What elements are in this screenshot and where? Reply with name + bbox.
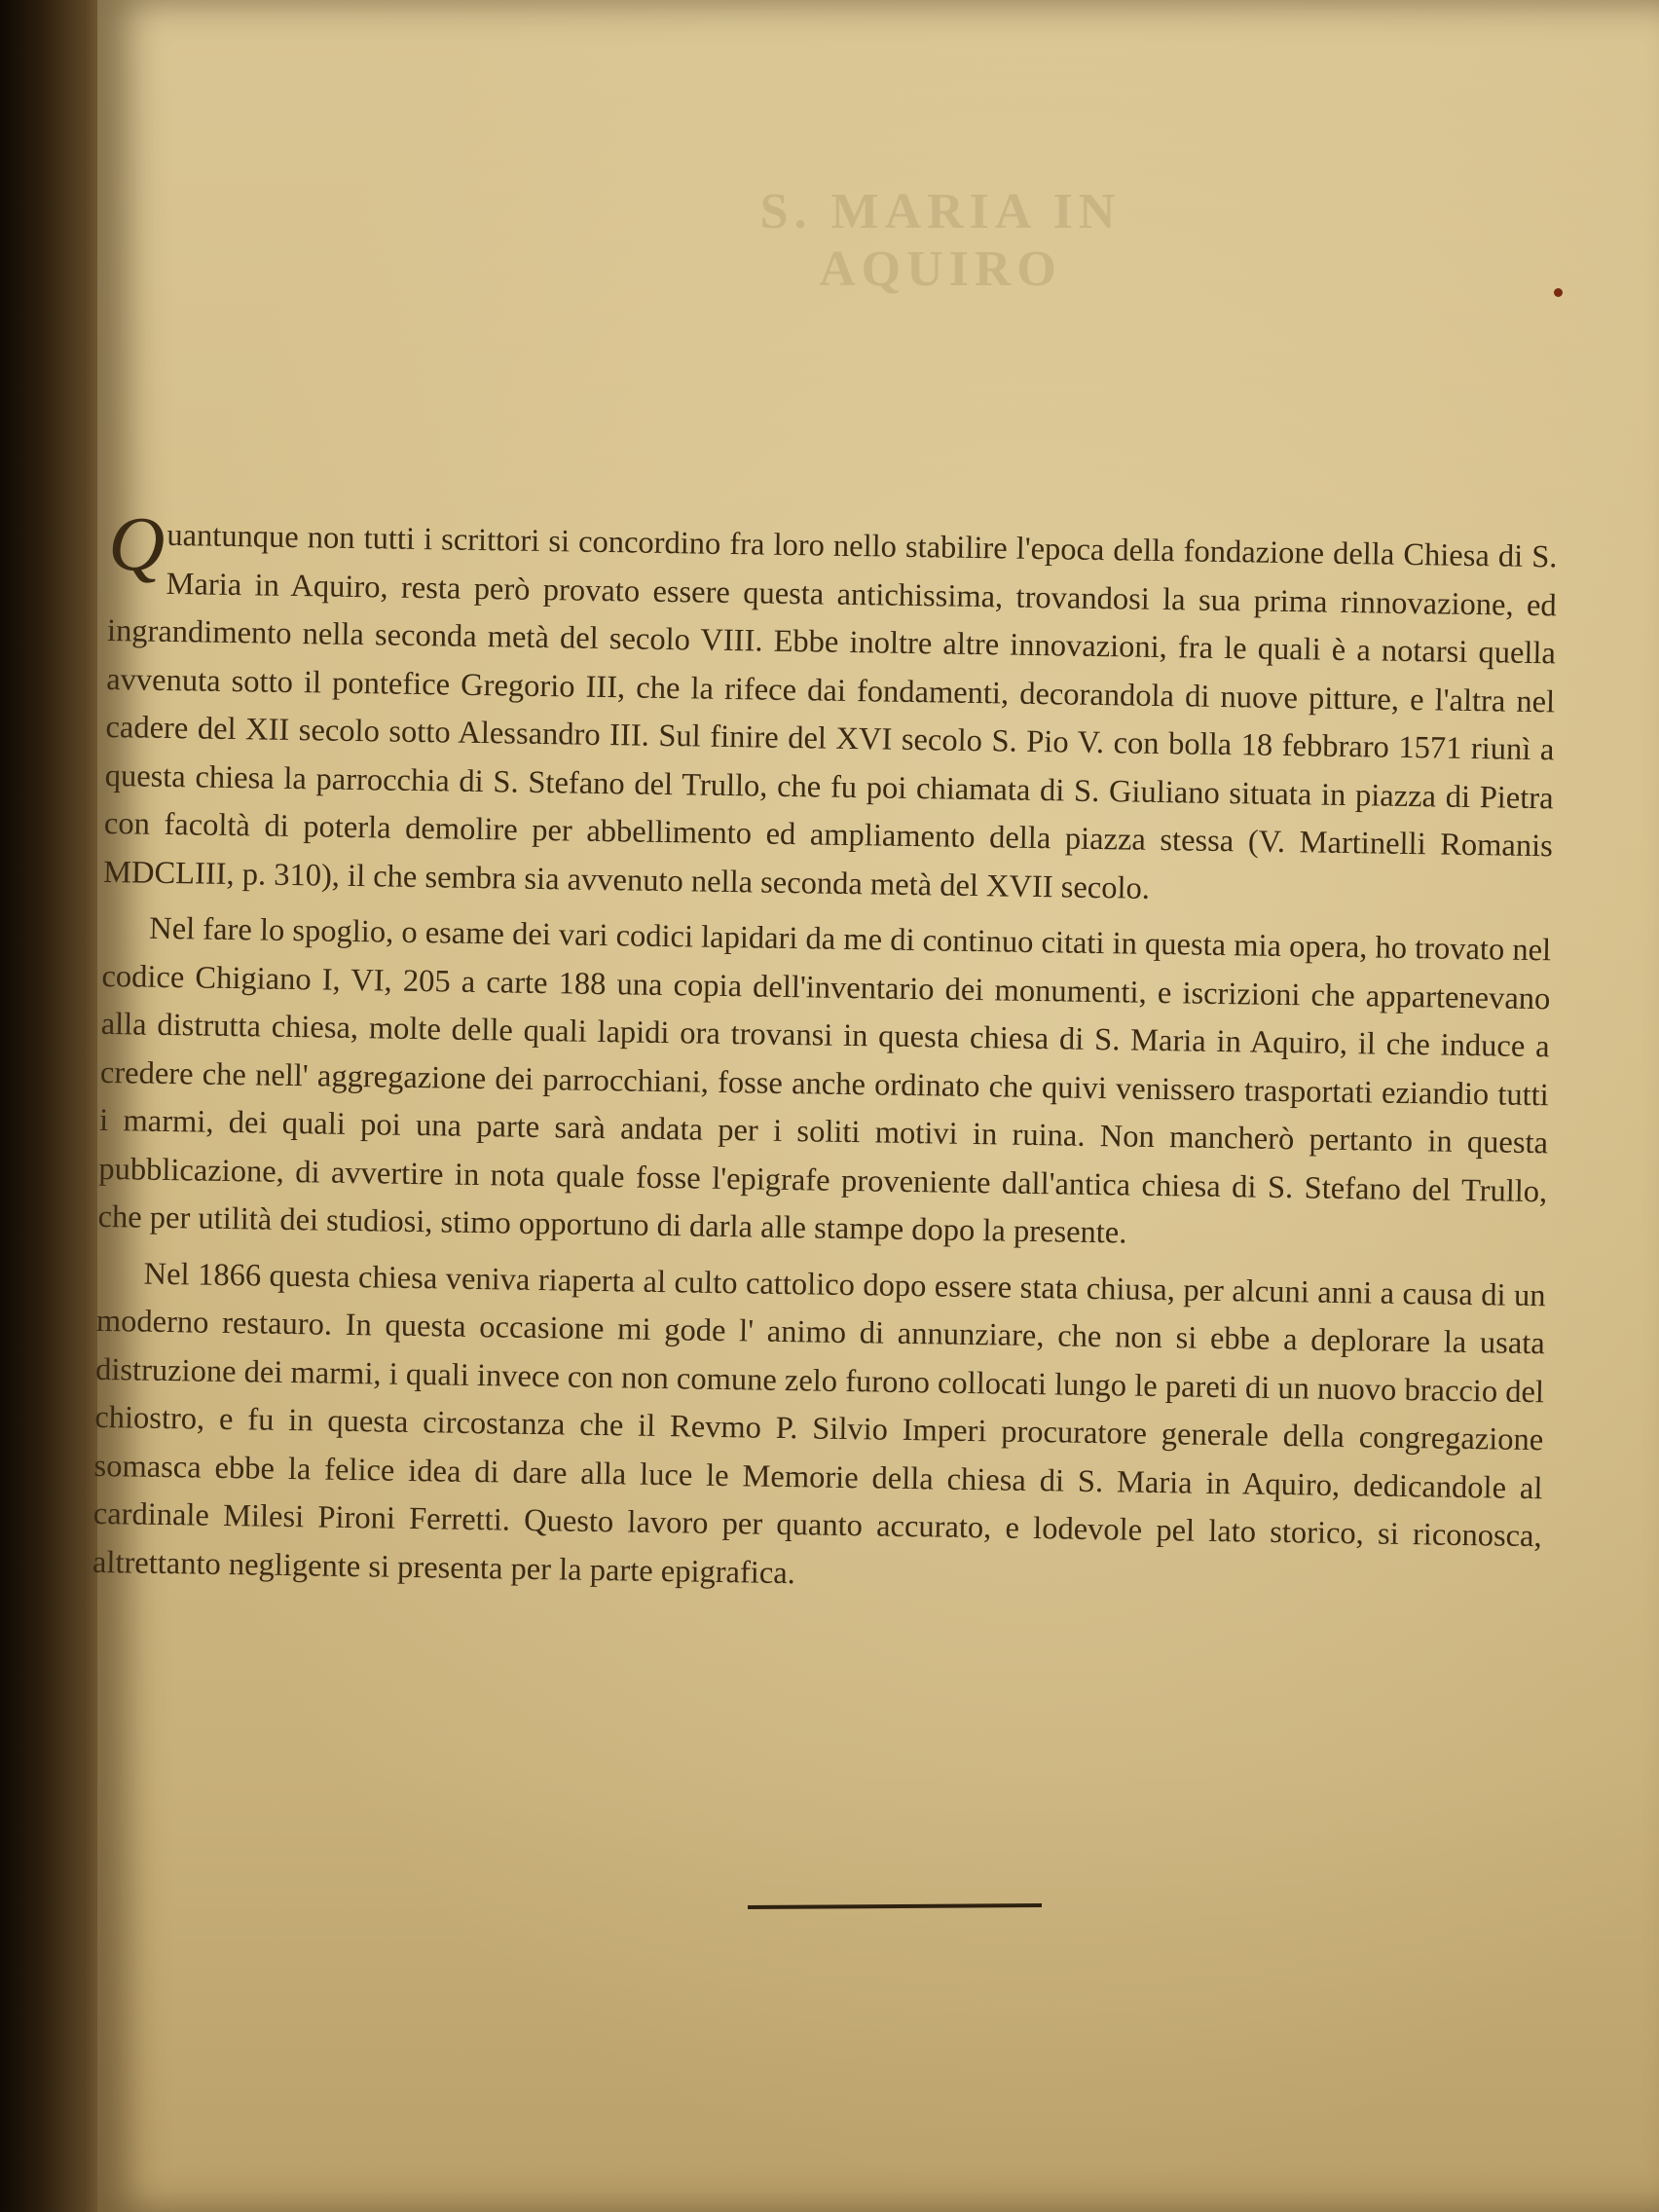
drop-cap: Q: [107, 501, 166, 588]
end-rule: [748, 1903, 1042, 1909]
book-page: [92, 0, 1659, 2212]
body-text: [92, 501, 1558, 1609]
paragraph-1-text: uantunque non tutti i scrittori si concordino fra loro nello stabilire l'epoca della fondazione della Chiesa di S. Maria in Aquiro, resta però provato essere questa antichissima, trovandosi la sua prima rinnovazione, ed ingrandimento nella seconda metà del secolo VIII. Ebbe inoltre altre innovazioni, fra le quali è a notarsi quella avvenuta sotto il pontefice Gregorio III, che la rifece dai fondamenti, decorandola di nuove pitture, e l'altra nel cadere del XII secolo sotto Alessandro III. Sul finire del XVI secolo S. Pio V. con bolla 18 febbraro 1571 riunì a questa chiesa la parrocchia di S. Stefano del Trullo, che fu poi chiamata di S. Giuliano situata in piazza di Pietra con facoltà di poterla demolire per abbellimento ed ampliamento della piazza stessa (V. Martinelli Romanis MDCLIII, p. 310), il che sembra sia avvenuto nella seconda metà del XVII secolo.: [102, 517, 1558, 906]
paragraph-3: Nel 1866 questa chiesa veniva riaperta al culto cattolico dopo essere stata chiusa, per alcuni anni a causa di un moderno restauro. In questa occasione mi gode l' animo di annunziare, che non si ebbe a deplorare la usata distruzione dei marmi, i quali invece con non comune zelo furono collocati lungo le pareti di un nuovo braccio del chiostro, e fu in questa circostanza che il Revmo P. Silvio Imperi procuratore generale della congregazione somasca ebbe la felice idea di dare alla luce le Memorie della chiesa di S. Maria in Aquiro, dedicandole al cardinale Milesi Pironi Ferretti. Questo lavoro per quanto accurato, e lodevole pel lato storico, si riconosca, altrettanto negligente si presenta per la parte epigrafica.: [92, 1256, 1546, 1591]
paragraph-2: Nel fare lo spoglio, o esame dei vari codici lapidari da me di continuo citati in questa mia opera, ho trovato nel codice Chigiano I, VI, 205 a carte 188 una copia dell'inventario dei monumenti, e iscrizioni che appartenevano alla distrutta chiesa, molte delle quali lapidi ora trovansi in questa chiesa di S. Maria in Aquiro, il che induce a credere che nell' aggregazione dei parrocchiani, fosse anche ordinato che quivi venissero trasportati eziandio tutti i marmi, dei quali poi una parte sarà andata per i soliti motivi in ruina. Non mancherò pertanto in questa pubblicazione, di avvertire in nota quale fosse l'epigrafe proveniente dall'antica chiesa di S. Stefano del Trullo, che per utilità dei studiosi, stimo opportuno di darla alle stampe dopo la presente.: [97, 910, 1552, 1251]
page-heading-faint: S. MARIA IN AQUIRO: [759, 184, 1122, 297]
ink-spot: [1554, 288, 1563, 297]
paragraph-1: [102, 501, 1558, 919]
